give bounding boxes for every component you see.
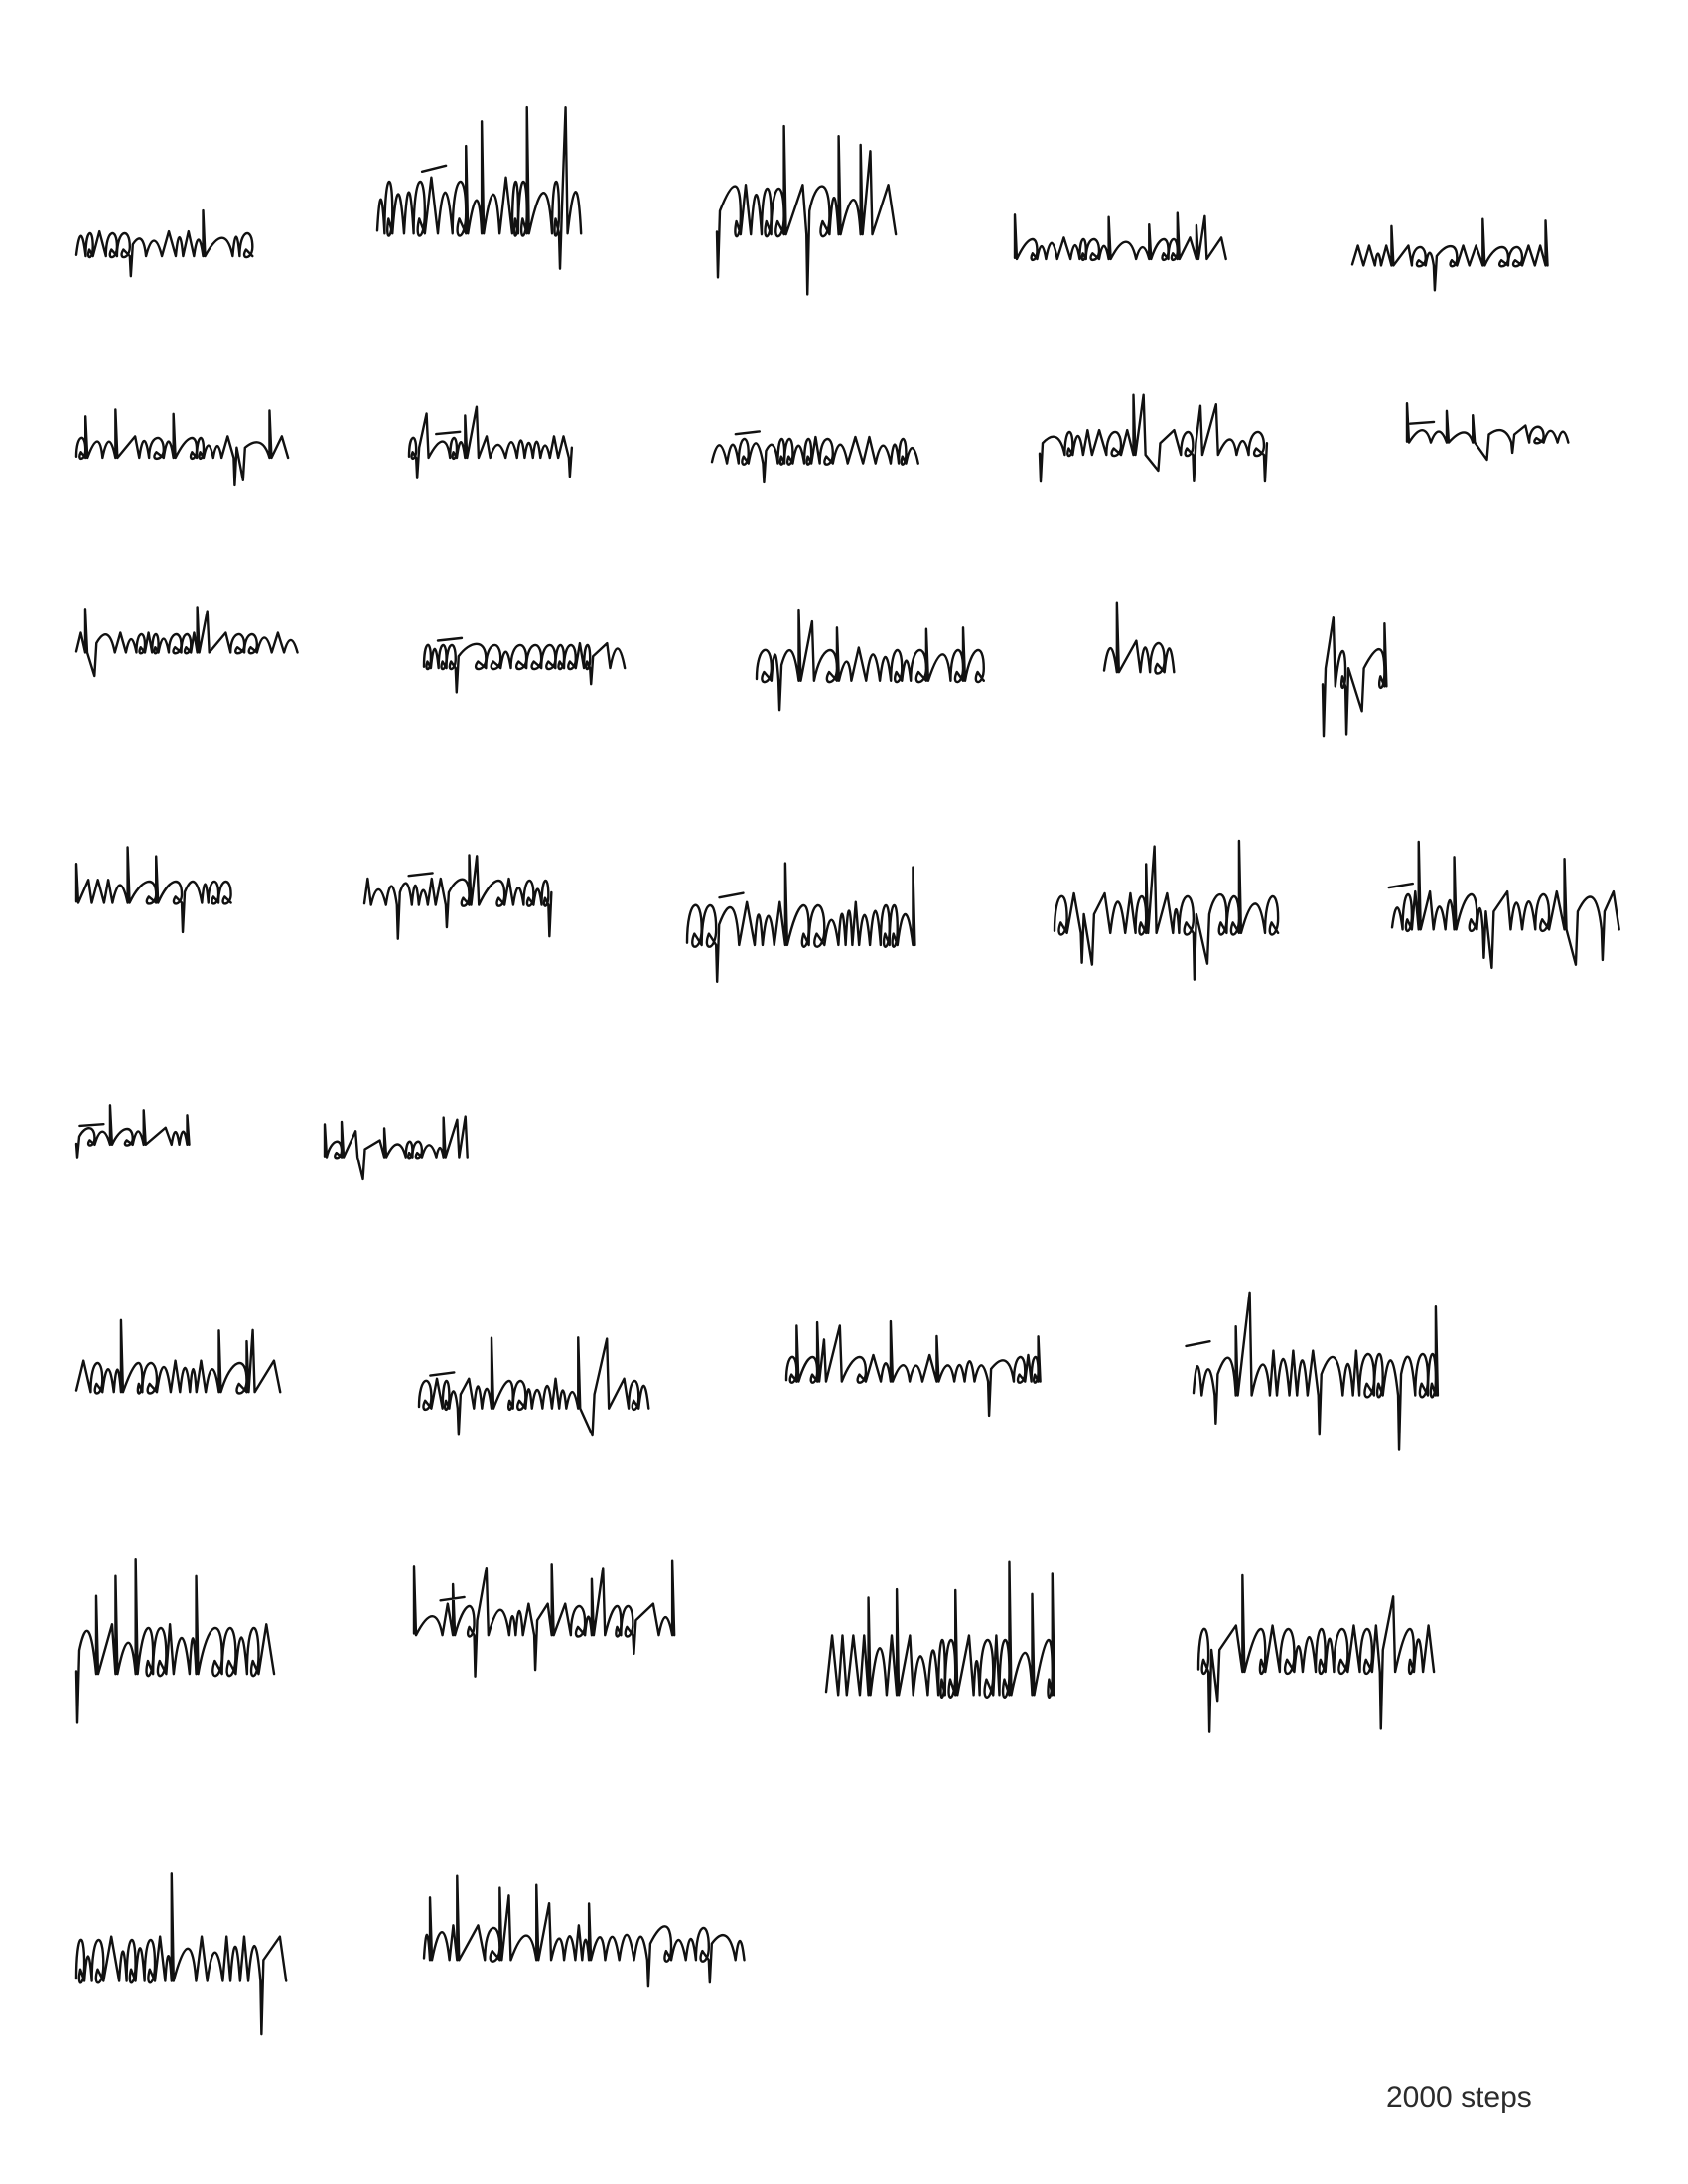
- handwriting-stroke: [76, 848, 231, 932]
- handwriting-sample-r2-w5: [1405, 407, 1569, 457]
- handwriting-sample-r7-w1: [74, 1569, 273, 1717]
- handwriting-sample-r3-w1: [74, 611, 298, 670]
- handwriting-sample-r3-w4: [1102, 606, 1182, 700]
- handwriting-stroke: [1323, 617, 1386, 736]
- handwriting-stroke: [1015, 213, 1226, 260]
- handwriting-sample-r5-w2: [323, 1122, 487, 1171]
- handwriting-sample-r4-w1: [74, 854, 238, 923]
- handwriting-sample-r1-w5: [1350, 223, 1559, 283]
- handwriting-stroke: [826, 1562, 1055, 1698]
- handwriting-stroke: [757, 610, 984, 710]
- handwriting-sample-r6-w3: [784, 1325, 1053, 1405]
- handwriting-stroke: [1407, 403, 1568, 460]
- handwriting-stroke: [325, 1117, 468, 1179]
- handwriting-stroke: [1040, 395, 1267, 481]
- handwriting-stroke: [76, 210, 252, 276]
- handwriting-stroke: [414, 1561, 674, 1677]
- handwriting-stroke: [687, 864, 914, 982]
- handwriting-sample-r8-w1: [74, 1886, 283, 2020]
- handwriting-stroke: [76, 1105, 189, 1157]
- handwriting-stroke: [76, 607, 298, 676]
- handwriting-stroke: [712, 431, 918, 482]
- handwriting-stroke: [377, 107, 581, 269]
- handwriting-stroke: [1389, 842, 1619, 968]
- handwriting-stroke: [1104, 603, 1174, 674]
- handwriting-sample-r6-w1: [74, 1325, 278, 1420]
- handwriting-sample-r2-w3: [710, 407, 918, 486]
- handwriting-stroke: [76, 1320, 280, 1394]
- handwriting-stroke: [419, 1337, 648, 1435]
- handwriting-sample-r4-w2: [362, 849, 561, 928]
- handwriting-stroke: [364, 855, 551, 938]
- handwriting-sample-r1-w3: [715, 129, 894, 278]
- handwriting-stroke: [786, 1321, 1041, 1416]
- handwriting-stroke: [76, 1873, 286, 2034]
- handwriting-sample-r4-w4: [1053, 849, 1276, 968]
- handwriting-sample-r7-w4: [1196, 1573, 1435, 1712]
- handwriting-sample-r1-w2: [375, 114, 589, 283]
- handwriting-stroke: [76, 409, 288, 484]
- handwriting-stroke: [1055, 841, 1278, 980]
- handwriting-sample-r5-w1: [74, 1112, 204, 1157]
- handwriting-stroke: [424, 638, 625, 692]
- handwriting-sample-r3-w2: [422, 615, 626, 690]
- handwriting-sample-r4-w3: [685, 854, 923, 983]
- handwriting-sample-r1-w1: [74, 204, 253, 278]
- handwriting-sample-r2-w1: [74, 412, 288, 477]
- handwriting-stroke: [1352, 219, 1548, 291]
- handwriting-sample-r6-w4: [1192, 1300, 1450, 1434]
- handwriting-stroke: [76, 1559, 274, 1722]
- handwriting-stroke: [424, 1876, 745, 1987]
- handwriting-sample-r2-w2: [407, 412, 586, 477]
- handwriting-stroke: [717, 126, 896, 294]
- handwriting-stroke: [1198, 1575, 1434, 1732]
- training-steps-caption: 2000 steps: [1386, 2081, 1532, 2114]
- handwriting-sample-r2-w4: [1038, 402, 1281, 477]
- handwriting-sample-r3-w3: [755, 611, 983, 710]
- handwriting-sample-r4-w5: [1390, 849, 1618, 963]
- handwriting-sample-r7-w2: [412, 1569, 685, 1663]
- handwriting-sample-r1-w4: [1013, 213, 1231, 278]
- handwriting-stroke: [1186, 1293, 1437, 1450]
- handwriting-sample-r7-w3: [824, 1569, 1067, 1747]
- handwriting-stroke: [409, 407, 572, 478]
- handwriting-sample-r3-w5: [1321, 606, 1400, 720]
- handwriting-sample-r8-w2: [422, 1886, 750, 1990]
- handwriting-sample-r6-w2: [417, 1345, 650, 1434]
